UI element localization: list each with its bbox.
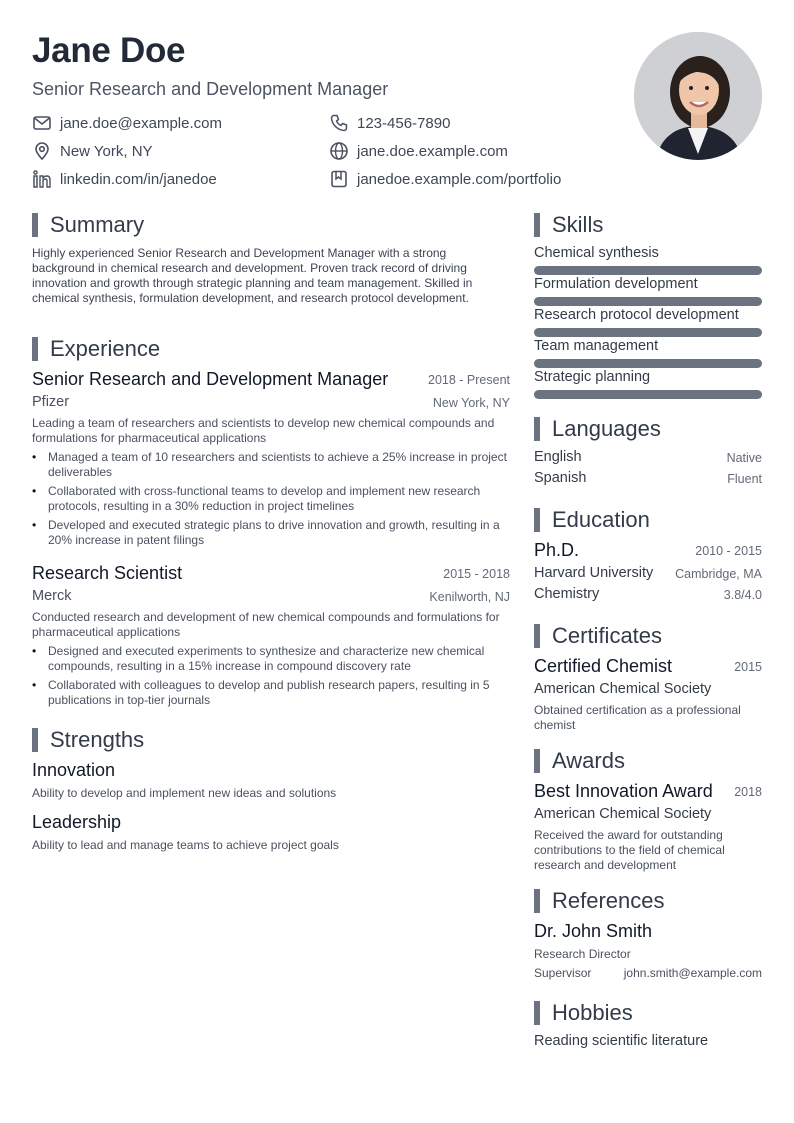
job-bullet xyxy=(32,644,510,674)
contact-phone-text: 123-456-7890 xyxy=(357,114,451,132)
strengths-heading-text: Strengths xyxy=(50,727,145,752)
job-dates: 2015 - 2018 xyxy=(443,567,510,581)
languages-heading-text: Languages xyxy=(552,416,661,441)
job-location: Kenilworth, NJ xyxy=(429,590,510,604)
experience-heading-text: Experience xyxy=(50,336,161,361)
job-bullet-text: Developed and executed strategic plans to drive innovation and growth, resulting in a 20% increase in patent filings xyxy=(48,518,500,547)
contact-linkedin-text: linkedin.com/in/janedoe xyxy=(60,170,217,188)
references-heading-text: References xyxy=(552,888,665,913)
heading-accent-bar xyxy=(534,417,540,441)
bullet-dot: • xyxy=(32,678,37,692)
skill-label: Team management xyxy=(534,338,659,354)
contact-location-text: New York, NY xyxy=(60,142,153,160)
hobby-item: Reading scientific literature xyxy=(534,1033,709,1049)
contact-website-text: jane.doe.example.com xyxy=(357,142,508,160)
certificate-year: 2015 xyxy=(734,660,762,674)
candidate-name: Jane Doe xyxy=(32,31,186,70)
contact-phone[interactable] xyxy=(329,113,450,133)
heading-accent-bar xyxy=(534,624,540,648)
job-bullet xyxy=(32,450,510,480)
award-year: 2018 xyxy=(734,785,762,799)
heading-accent-bar xyxy=(534,1001,540,1025)
education-degree: Ph.D. xyxy=(534,540,580,560)
heading-accent-bar xyxy=(534,749,540,773)
heading-accent-bar xyxy=(534,213,540,237)
award-text: Received the award for outstanding contributions to the field of chemical research and development xyxy=(534,828,725,872)
job-location: New York, NY xyxy=(432,396,510,410)
job-description: Leading a team of researchers and scientists to develop new chemical compounds and formulations for pharmaceutical applications xyxy=(32,416,495,445)
heading-accent-bar xyxy=(32,213,38,237)
skills-heading xyxy=(534,212,603,238)
job-description: Conducted research and development of new chemical compounds and formulations for pharmaceutical applications xyxy=(32,610,500,639)
phone-icon xyxy=(329,113,349,133)
job-title: Research Scientist xyxy=(32,563,183,583)
skill-bar xyxy=(534,297,762,306)
skill-label: Research protocol development xyxy=(534,307,739,323)
mail-icon xyxy=(32,113,52,133)
contact-email[interactable] xyxy=(32,113,222,133)
bullet-dot: • xyxy=(32,450,37,464)
reference-position: Research Director xyxy=(534,947,631,961)
strength-text: Ability to lead and manage teams to achieve project goals xyxy=(32,838,339,852)
summary-text: Highly experienced Senior Research and Development Manager with a strong background in chemical research and development. Proven track record of driving innovation and growth through strategic planning and team management. Skilled in chemical synthesis, formulation development, and research protocol development. xyxy=(32,246,473,305)
candidate-role: Senior Research and Development Manager xyxy=(32,79,389,99)
summary-heading-text: Summary xyxy=(50,212,145,237)
strength-title: Leadership xyxy=(32,812,122,832)
bookmark-icon xyxy=(329,169,349,189)
award-title: Best Innovation Award xyxy=(534,781,713,801)
reference-name: Dr. John Smith xyxy=(534,921,653,941)
education-heading xyxy=(534,507,650,533)
job-bullet-text: Managed a team of 10 researchers and scientists to achieve a 25% increase in project deliverables xyxy=(48,450,507,479)
certificate-issuer: American Chemical Society xyxy=(534,681,712,697)
education-field: Chemistry xyxy=(534,586,600,602)
reference-email[interactable]: john.smith@example.com xyxy=(623,966,762,980)
skill-bar xyxy=(534,359,762,368)
language-name: English xyxy=(534,449,582,465)
contact-linkedin[interactable] xyxy=(32,169,217,189)
heading-accent-bar xyxy=(534,889,540,913)
certificate-text: Obtained certification as a professional chemist xyxy=(534,703,741,732)
job-dates: 2018 - Present xyxy=(428,373,510,387)
education-location: Cambridge, MA xyxy=(675,567,762,581)
awards-heading xyxy=(534,748,625,774)
job-company: Pfizer xyxy=(32,394,70,410)
skills-heading-text: Skills xyxy=(552,212,604,237)
bullet-dot: • xyxy=(32,644,37,658)
job-bullet-text: Collaborated with colleagues to develop and publish research papers, resulting in 5 publications in top-tier journals xyxy=(48,678,490,707)
job-bullet xyxy=(32,518,510,548)
hobbies-heading xyxy=(534,1000,633,1026)
skill-bar xyxy=(534,390,762,399)
strength-title: Innovation xyxy=(32,760,116,780)
job-bullet-text: Designed and executed experiments to synthesize and characterize new chemical compounds, resulting in a 15% increase in compound discovery rate xyxy=(48,644,485,673)
contact-location xyxy=(32,141,153,161)
heading-accent-bar xyxy=(32,728,38,752)
job-company: Merck xyxy=(32,588,72,604)
contact-portfolio[interactable] xyxy=(329,169,561,189)
job-title: Senior Research and Development Manager xyxy=(32,369,389,389)
awards-heading-text: Awards xyxy=(552,748,625,773)
education-heading-text: Education xyxy=(552,507,650,532)
education-school: Harvard University xyxy=(534,565,654,581)
award-issuer: American Chemical Society xyxy=(534,806,712,822)
job-bullet-text: Collaborated with cross-functional teams to develop and implement new research protocols, resulting in a 30% reduction in project timelines xyxy=(48,484,481,513)
portrait-illustration xyxy=(634,32,762,160)
job-bullet xyxy=(32,678,510,708)
certificate-title: Certified Chemist xyxy=(534,656,673,676)
language-name: Spanish xyxy=(534,470,587,486)
linkedin-icon xyxy=(32,169,52,189)
strengths-heading xyxy=(32,727,144,753)
reference-relation: Supervisor xyxy=(534,966,592,980)
contact-website[interactable] xyxy=(329,141,508,161)
certificates-heading xyxy=(534,623,662,649)
map-pin-icon xyxy=(32,141,52,161)
skill-bar xyxy=(534,266,762,275)
language-level: Fluent xyxy=(727,472,762,486)
skill-label: Formulation development xyxy=(534,276,698,292)
bullet-dot: • xyxy=(32,518,37,532)
education-gpa: 3.8/4.0 xyxy=(723,588,762,602)
education-dates: 2010 - 2015 xyxy=(695,544,762,558)
summary-heading xyxy=(32,212,144,238)
languages-heading xyxy=(534,416,661,442)
globe-icon xyxy=(329,141,349,161)
contact-email-text: jane.doe@example.com xyxy=(60,114,222,132)
contact-portfolio-text: janedoe.example.com/portfolio xyxy=(357,170,562,188)
skill-label: Chemical synthesis xyxy=(534,245,659,261)
job-bullet xyxy=(32,484,510,514)
language-level: Native xyxy=(726,451,762,465)
bullet-dot: • xyxy=(32,484,37,498)
heading-accent-bar xyxy=(32,337,38,361)
profile-photo xyxy=(634,32,762,160)
skill-label: Strategic planning xyxy=(534,369,651,385)
references-heading xyxy=(534,888,665,914)
hobbies-heading-text: Hobbies xyxy=(552,1000,633,1025)
certificates-heading-text: Certificates xyxy=(552,623,663,648)
strength-text: Ability to develop and implement new ideas and solutions xyxy=(32,786,337,800)
experience-heading xyxy=(32,336,160,362)
skill-bar xyxy=(534,328,762,337)
heading-accent-bar xyxy=(534,508,540,532)
